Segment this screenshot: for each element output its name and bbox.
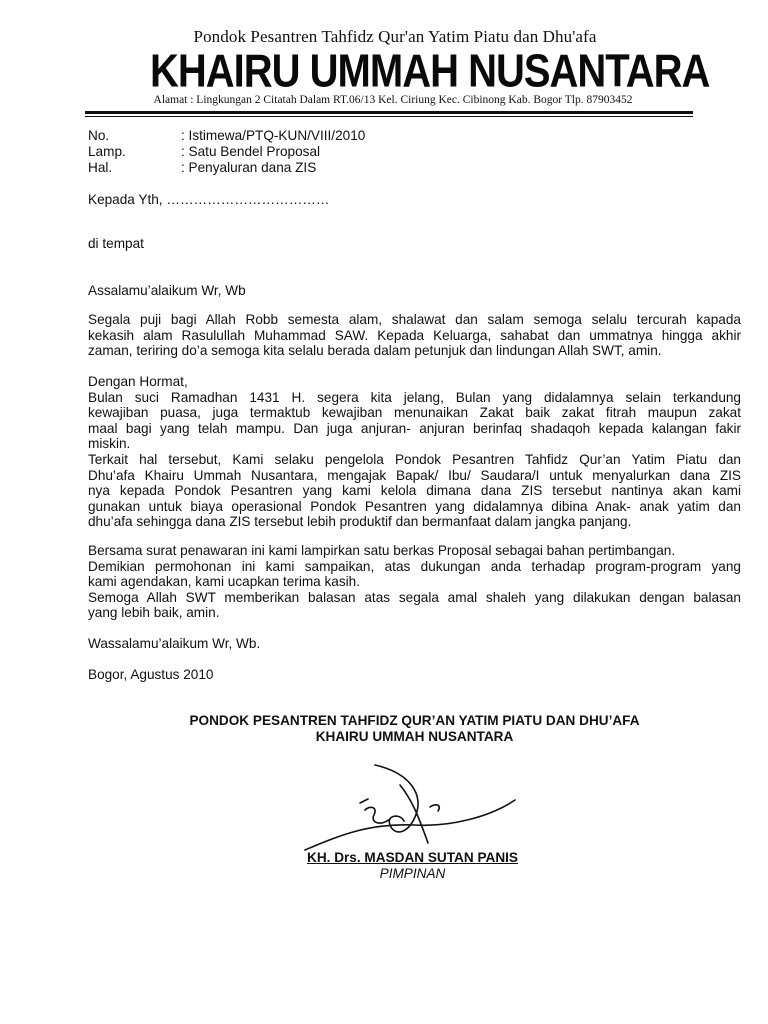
greeting: Assalamu’alaikum Wr, Wb (88, 283, 246, 298)
meta-label: No. (88, 128, 110, 143)
meta-attachment (88, 144, 320, 159)
signer-title: PIMPINAN (379, 866, 446, 881)
paragraph-line: Terkait hal tersebut, Kami selaku pengelola Pondok Pesantren Tahfidz Qur’an Yatim Piatu dan (88, 451, 741, 467)
paragraph-line: zaman, teriring do’a semoga kita selalu berada dalam petunjuk dan lindungan Allah SWT, amin. (88, 343, 662, 359)
paragraph-line: yang lebih baik, amin. (88, 605, 220, 621)
recipient-place: di tempat (88, 236, 144, 251)
paragraph-opening (88, 312, 741, 359)
signature-org-line2: KHAIRU UMMAH NUSANTARA (315, 729, 514, 744)
closing-salutation: Wassalamu’alaikum Wr, Wb. (88, 636, 261, 651)
paragraph-line: dhu’afa sehingga dana ZIS tersebut lebih produktif dan bermanfaat dalam jangka panjang. (88, 514, 632, 530)
paragraph-line: gunakan untuk biaya operasional Pondok Pesantren yang didalamnya dibina Anak- anak yatim dan (88, 498, 741, 514)
letterhead-top-line: Pondok Pesantren Tahfidz Qur'an Yatim Piatu dan Dhu'afa (193, 27, 597, 46)
meta-value: : Satu Bendel Proposal (181, 144, 321, 159)
meta-label: Lamp. (88, 144, 126, 159)
paragraph-line: Segala puji bagi Allah Robb semesta alam, shalawat dan salam semoga selalu tercurah kapada (88, 312, 741, 327)
letterhead-name: KHAIRU UMMAH NUSANTARA (150, 46, 710, 97)
paragraph-line: kekasih alam Rasulullah Muhammad SAW. Kepada Keluarga, sahabat dan ummatnya hingga akhir (88, 327, 741, 343)
paragraph-line: kami agendakan, kami ucapkan terima kasih. (88, 574, 361, 590)
paragraph-line: Bersama surat penawaran ini kami lampirkan satu berkas Proposal sebagai bahan pertimbangan. (88, 543, 676, 558)
meta-number (88, 128, 365, 143)
meta-value: : Istimewa/PTQ-KUN/VIII/2010 (181, 128, 366, 143)
paragraph-line: maal bagi yang telah mampu. Dan juga anjuran- anjuran berinfaq shadaqoh kepada kalangan fakir (88, 420, 741, 436)
signature-org-line1: PONDOK PESANTREN TAHFIDZ QUR’AN YATIM PIATU DAN DHU’AFA (189, 713, 640, 728)
letterhead-divider-thin (85, 116, 693, 117)
meta-subject (88, 160, 316, 175)
meta-label: Hal. (88, 160, 113, 175)
paragraph-closing (88, 543, 741, 621)
meta-value: : Penyaluran dana ZIS (181, 160, 317, 175)
paragraph-line: Demikian permohonan ini kami sampaikan, atas dukungan anda terhadap program-program yang (88, 558, 741, 574)
signer-name: KH. Drs. MASDAN SUTAN PANIS (307, 850, 518, 865)
paragraph-line: kewajiban puasa, juga termaktub kewajiban menunaikan Zakat baik zakat fitrah maupun zakat (88, 405, 741, 421)
date-place: Bogor, Agustus 2010 (88, 667, 214, 682)
letterhead-address: Alamat : Lingkungan 2 Citatah Dalam RT.06/13 Kel. Ciriung Kec. Cibinong Kab. Bogor Tlp. 87903452 (153, 94, 633, 106)
recipient: Kepada Yth, ……………………………… (88, 192, 330, 207)
paragraph-line: Dhu’afa Khairu Ummah Nusantara, mengajak Bapak/ Ibu/ Saudara/I untuk menyalurkan dana ZIS (88, 467, 741, 483)
letterhead-divider-thick (85, 111, 693, 114)
paragraph-line: nya kepada Pondok Pesantren yang kami kelola dimana dana ZIS tersebut nantinya akan kami (88, 483, 741, 499)
paragraph-line: Bulan suci Ramadhan 1431 H. segera kita jelang, Bulan yang didalamnya selain terkandung (88, 389, 741, 405)
paragraph-ramadhan (88, 374, 741, 530)
paragraph-line: Dengan Hormat, (88, 374, 188, 389)
handwritten-signature (300, 755, 540, 855)
paragraph-line: miskin. (88, 436, 131, 452)
paragraph-line: Semoga Allah SWT memberikan balasan atas segala amal shaleh yang dilakukan dengan balasan (88, 589, 741, 605)
